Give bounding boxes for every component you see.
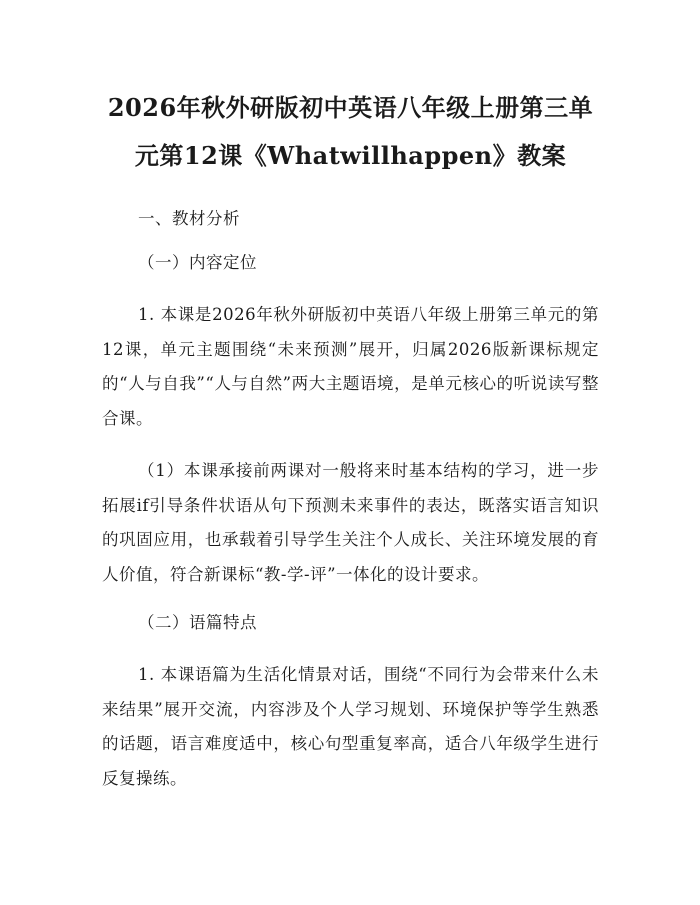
paragraph-content-positioning-2: （1）本课承接前两课对一般将来时基本结构的学习，进一步拓展if引导条件状语从句下预测未来事件的表达，既落实语言知识的巩固应用，也承载着引导学生关注个人成长、关注环境发展的育人价值，符合新课标“教-学-评”一体化的设计要求。: [102, 461, 599, 584]
paragraph-text-features-1: 1. 本课语篇为生活化情景对话，围绕“不同行为会带来什么未来结果”展开交流，内容涉及个人学习规划、环境保护等学生熟悉的话题，语言难度适中，核心句型重复率高，适合八年级学生进行反复操练。: [102, 665, 599, 788]
section-heading-teaching-material-analysis: 一、教材分析: [138, 209, 240, 228]
subsection-heading-text-features: （二）语篇特点: [138, 613, 257, 632]
document-title: 2026年秋外研版初中英语八年级上册第三单元第12课《Whatwillhappen》教案: [107, 93, 594, 170]
subsection-heading-content-positioning: （一）内容定位: [138, 253, 257, 272]
paragraph-content-positioning-1: 1. 本课是2026年秋外研版初中英语八年级上册第三单元的第12课，单元主题围绕“未来预测”展开，归属2026版新课标规定的“人与自我”“人与自然”两大主题语境，是单元核心的听说读写整合课。: [102, 305, 599, 428]
